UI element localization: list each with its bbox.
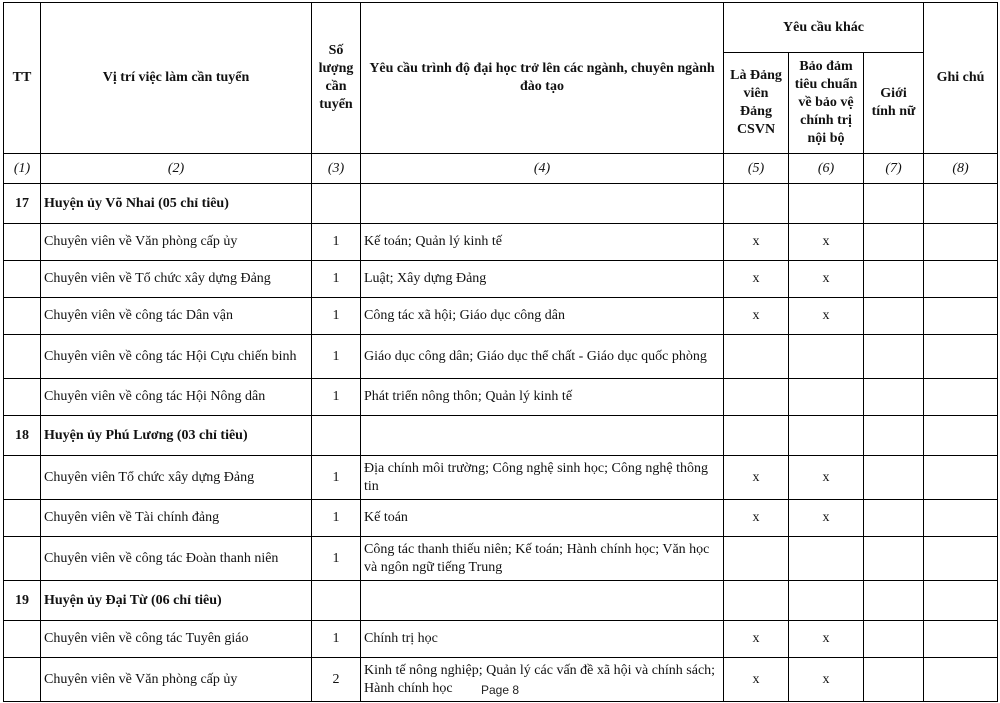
quantity-cell: 2 [312, 658, 361, 702]
table-row [4, 224, 998, 261]
position-cell: Chuyên viên về Văn phòng cấp ủy [41, 224, 312, 261]
female-cell [864, 379, 924, 416]
security-cell: x [789, 261, 864, 298]
empty-cell [4, 537, 41, 581]
security-cell: x [789, 456, 864, 500]
empty-cell [4, 335, 41, 379]
empty-cell [361, 416, 724, 456]
party-member-cell: x [724, 456, 789, 500]
group-number: 17 [4, 184, 41, 224]
degree-cell: Giáo dục công dân; Giáo dục thể chất - Giáo dục quốc phòng [361, 335, 724, 379]
group-row [4, 581, 998, 621]
position-cell: Chuyên viên về công tác Hội Nông dân [41, 379, 312, 416]
empty-cell [4, 621, 41, 658]
notes-cell [924, 261, 998, 298]
empty-cell [789, 581, 864, 621]
table-body [4, 184, 998, 702]
position-cell: Chuyên viên về công tác Dân vận [41, 298, 312, 335]
empty-cell [4, 224, 41, 261]
empty-cell [724, 581, 789, 621]
empty-cell [4, 379, 41, 416]
empty-cell [864, 184, 924, 224]
group-row [4, 416, 998, 456]
quantity-cell: 1 [312, 335, 361, 379]
party-member-cell: x [724, 261, 789, 298]
degree-cell: Địa chính môi trường; Công nghệ sinh học; Công nghệ thông tin [361, 456, 724, 500]
column-number: (2) [41, 154, 312, 184]
security-cell: x [789, 658, 864, 702]
female-cell [864, 456, 924, 500]
female-cell [864, 537, 924, 581]
party-member-cell: x [724, 298, 789, 335]
security-cell [789, 379, 864, 416]
party-member-cell [724, 335, 789, 379]
security-cell [789, 335, 864, 379]
column-number: (8) [924, 154, 998, 184]
position-cell: Chuyên viên về Tổ chức xây dựng Đảng [41, 261, 312, 298]
notes-cell [924, 537, 998, 581]
empty-cell [4, 298, 41, 335]
female-cell [864, 261, 924, 298]
header-notes: Ghi chú [924, 3, 998, 154]
notes-cell [924, 500, 998, 537]
position-cell: Chuyên viên về Văn phòng cấp ủy [41, 658, 312, 702]
group-number: 18 [4, 416, 41, 456]
security-cell [789, 537, 864, 581]
header-female: Giới tính nữ [864, 53, 924, 154]
table-row [4, 298, 998, 335]
empty-cell [4, 261, 41, 298]
empty-cell [924, 581, 998, 621]
group-number: 19 [4, 581, 41, 621]
position-cell: Chuyên viên về công tác Hội Cựu chiến binh [41, 335, 312, 379]
header-degree: Yêu cầu trình độ đại học trở lên các ngành, chuyên ngành đào tạo [361, 3, 724, 154]
page-number: Page 8 [480, 683, 520, 697]
female-cell [864, 298, 924, 335]
table-row [4, 379, 998, 416]
party-member-cell: x [724, 500, 789, 537]
empty-cell [312, 184, 361, 224]
security-cell: x [789, 298, 864, 335]
female-cell [864, 621, 924, 658]
column-number: (1) [4, 154, 41, 184]
notes-cell [924, 298, 998, 335]
group-title: Huyện ủy Võ Nhai (05 chỉ tiêu) [41, 184, 312, 224]
table-row [4, 335, 998, 379]
female-cell [864, 224, 924, 261]
table-row [4, 500, 998, 537]
column-number: (7) [864, 154, 924, 184]
degree-cell: Kinh tế nông nghiệp; Quản lý các vấn đề xã hội và chính sách; Hành chính học [361, 658, 724, 702]
group-title: Huyện ủy Phú Lương (03 chỉ tiêu) [41, 416, 312, 456]
notes-cell [924, 335, 998, 379]
degree-cell: Kế toán [361, 500, 724, 537]
notes-cell [924, 224, 998, 261]
quantity-cell: 1 [312, 261, 361, 298]
empty-cell [312, 581, 361, 621]
female-cell [864, 335, 924, 379]
party-member-cell: x [724, 621, 789, 658]
notes-cell [924, 456, 998, 500]
empty-cell [864, 416, 924, 456]
quantity-cell: 1 [312, 456, 361, 500]
empty-cell [789, 184, 864, 224]
empty-cell [789, 416, 864, 456]
quantity-cell: 1 [312, 379, 361, 416]
party-member-cell: x [724, 658, 789, 702]
female-cell [864, 500, 924, 537]
empty-cell [4, 500, 41, 537]
party-member-cell [724, 379, 789, 416]
table-row [4, 261, 998, 298]
quantity-cell: 1 [312, 537, 361, 581]
column-number-row [4, 154, 998, 184]
header-position: Vị trí việc làm cần tuyển [41, 3, 312, 154]
empty-cell [312, 416, 361, 456]
recruitment-table [3, 2, 998, 702]
quantity-cell: 1 [312, 298, 361, 335]
quantity-cell: 1 [312, 224, 361, 261]
column-number: (6) [789, 154, 864, 184]
table-row [4, 456, 998, 500]
column-number: (3) [312, 154, 361, 184]
column-number: (5) [724, 154, 789, 184]
degree-cell: Chính trị học [361, 621, 724, 658]
position-cell: Chuyên viên về Tài chính đảng [41, 500, 312, 537]
position-cell: Chuyên viên về công tác Tuyên giáo [41, 621, 312, 658]
security-cell: x [789, 224, 864, 261]
empty-cell [4, 456, 41, 500]
table-row [4, 621, 998, 658]
degree-cell: Công tác thanh thiếu niên; Kế toán; Hành chính học; Văn học và ngôn ngữ tiếng Trung [361, 537, 724, 581]
security-cell: x [789, 500, 864, 537]
group-row [4, 184, 998, 224]
group-title: Huyện ủy Đại Từ (06 chỉ tiêu) [41, 581, 312, 621]
position-cell: Chuyên viên Tổ chức xây dựng Đảng [41, 456, 312, 500]
party-member-cell [724, 537, 789, 581]
header-other-requirements: Yêu cầu khác [724, 3, 924, 53]
empty-cell [864, 581, 924, 621]
empty-cell [361, 581, 724, 621]
empty-cell [724, 416, 789, 456]
position-cell: Chuyên viên về công tác Đoàn thanh niên [41, 537, 312, 581]
quantity-cell: 1 [312, 621, 361, 658]
header-security: Bảo đảm tiêu chuẩn về bảo vệ chính trị nội bộ [789, 53, 864, 154]
degree-cell: Phát triển nông thôn; Quản lý kinh tế [361, 379, 724, 416]
degree-cell: Công tác xã hội; Giáo dục công dân [361, 298, 724, 335]
column-number: (4) [361, 154, 724, 184]
quantity-cell: 1 [312, 500, 361, 537]
empty-cell [724, 184, 789, 224]
notes-cell [924, 379, 998, 416]
empty-cell [924, 184, 998, 224]
header-tt: TT [4, 3, 41, 154]
empty-cell [361, 184, 724, 224]
header-quantity: Số lượng cần tuyển [312, 3, 361, 154]
security-cell: x [789, 621, 864, 658]
party-member-cell: x [724, 224, 789, 261]
empty-cell [924, 416, 998, 456]
table-row [4, 537, 998, 581]
degree-cell: Kế toán; Quản lý kinh tế [361, 224, 724, 261]
degree-cell: Luật; Xây dựng Đảng [361, 261, 724, 298]
notes-cell [924, 621, 998, 658]
header-party-member: Là Đảng viên Đảng CSVN [724, 53, 789, 154]
